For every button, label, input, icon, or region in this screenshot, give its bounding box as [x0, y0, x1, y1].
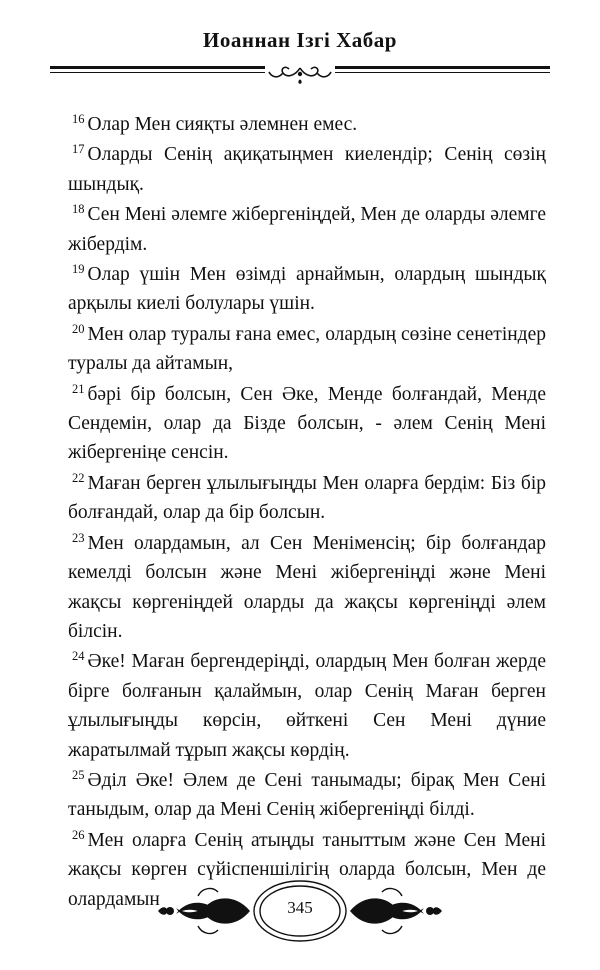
verse-number: 18	[72, 202, 85, 217]
verse-25	[68, 766, 546, 825]
verse-number: 19	[72, 262, 85, 277]
verse-18	[68, 200, 546, 259]
scroll-ornament-icon	[265, 62, 335, 88]
verse-text: Мен олар туралы ғана емес, олардың сөзіне сенетіндер туралы да айтамын,	[68, 323, 546, 375]
verse-number: 21	[72, 381, 85, 396]
verse-16	[68, 110, 546, 139]
verse-23	[68, 529, 546, 647]
verse-text: Әділ Әке! Әлем де Сені танымады; бірақ Мен Сені таныдым, олар да Мені Сенің жібергеніңді білді.	[68, 769, 546, 821]
verse-text: Әке! Маған бергендеріңді, олардың Мен болған жерде бірге болғанын қалаймын, олар Сенің Маған берген ұлылығыңды көрсін, өйткені Сен Мені дүние жаратылмай тұрып жақсы көрдің.	[68, 651, 546, 761]
verse-text: Мен оларға Сенің атыңды таныттым және Сен Мені жақсы көрген сүйіспеншілігің оларда болсын, Мен де олардамын	[68, 829, 546, 910]
verse-number: 24	[72, 649, 85, 664]
page-number: 345	[287, 898, 313, 917]
verse-22	[68, 469, 546, 528]
verse-number: 26	[72, 827, 85, 842]
verse-21	[68, 380, 546, 468]
verse-text: Сен Мені әлемге жібергеніңдей, Мен де оларды әлемге жібердім.	[68, 204, 546, 255]
verse-text: Оларды Сенің ақиқатыңмен киелендір; Сенің сөзің шындық.	[68, 144, 546, 195]
verse-text: бәрі бір болсын, Сен Әке, Менде болғандай, Менде Сендемін, олар да Бізде болсын, - әлем Сенің Мені жібергеніңе сенсін.	[68, 383, 546, 464]
verse-number: 16	[72, 112, 85, 126]
verse-text: Маған берген ұлылығыңды Мен оларға бердім: Біз бір болғандай, олар да бір болсын.	[68, 472, 546, 524]
verse-20	[68, 320, 546, 379]
verse-number: 17	[72, 142, 85, 157]
verse-number: 25	[72, 767, 85, 782]
verse-number: 22	[72, 470, 85, 485]
verse-number: 20	[72, 321, 85, 336]
verse-17	[68, 140, 546, 199]
verse-19	[68, 260, 546, 319]
verse-24	[68, 647, 546, 765]
verse-number: 23	[72, 530, 85, 545]
page-title: Иоаннан Ізгі Хабар	[203, 28, 397, 52]
verse-list	[68, 110, 546, 915]
verse-text: Олар үшін Мен өзімді арнаймын, олардың шындық арқылы киелі болулары үшін.	[68, 264, 546, 315]
verse-text: Мен олардамын, ал Сен Меніменсің; бір болғандар кемелді болсын және Мені жібергеніңді және Мені жақсы көргеніңдей оларды да жақсы көргеніңді әлем білсін.	[68, 532, 546, 642]
verse-text: Олар Мен сияқты әлемнен емес.	[87, 114, 358, 135]
